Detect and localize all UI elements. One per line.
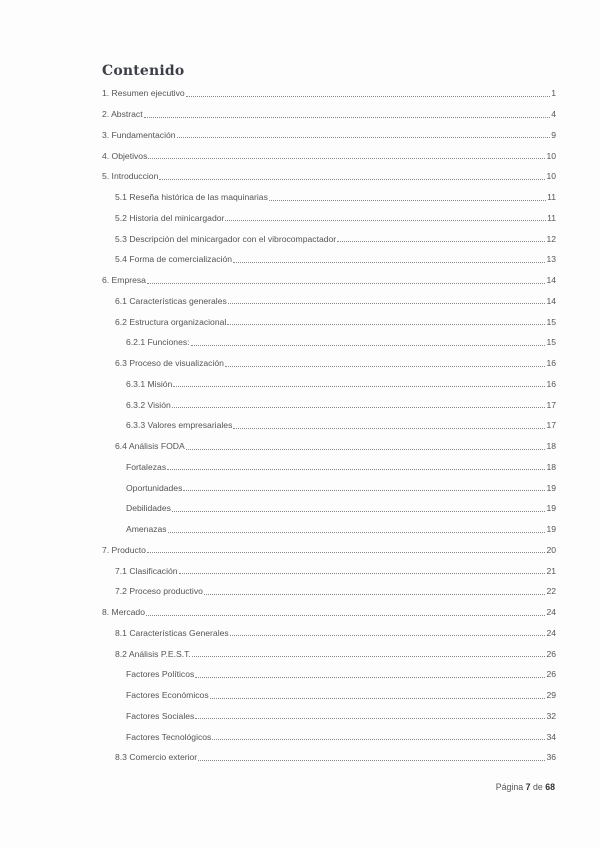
toc-entry-label: 1. Resumen ejecutivo [102,88,185,99]
toc-entry-page: 17 [546,399,556,410]
toc-entry-page: 21 [546,565,556,576]
toc-entry-label: 8. Mercado [102,607,145,618]
toc-entry-label: 6.3.2 Visión [126,399,171,410]
dot-leader [269,200,546,201]
toc-entry-page: 32 [546,710,556,721]
dot-leader [198,760,545,761]
toc-entry-page: 14 [546,295,556,306]
toc-entry-label: Factores Tecnológicos [126,731,212,742]
toc-entry-page: 13 [546,254,556,265]
toc-entry-label: Factores Sociales [126,710,195,721]
toc-entry[interactable] [102,477,556,498]
toc-entry-page: 22 [546,586,556,597]
toc-entry-label: Fortalezas [126,461,167,472]
toc-entry-page: 20 [546,544,556,555]
footer-of: de [532,782,543,792]
toc-entry-label: 8.1 Características Generales [115,627,229,638]
toc-entry[interactable] [102,436,556,457]
toc-entry-page: 12 [546,233,556,244]
toc-entry[interactable] [102,685,556,706]
toc-entry-label: 3. Fundamentación [102,129,176,140]
toc-entry[interactable] [102,581,556,602]
toc-entry[interactable] [102,228,556,249]
toc-entry[interactable] [102,291,556,312]
page-footer [496,782,555,792]
dot-leader [177,137,551,138]
toc-entry-page: 34 [546,731,556,742]
toc-entry[interactable] [102,394,556,415]
toc-entry[interactable] [102,187,556,208]
toc-entry-page: 18 [546,461,556,472]
dot-leader [195,677,545,678]
toc-entry-label: 7.1 Clasificación [115,565,178,576]
toc-entry-label: 7. Producto [102,544,146,555]
toc-entry-page: 16 [546,378,556,389]
toc-entry-label: 2. Abstract [102,109,143,120]
dot-leader [147,552,545,553]
toc-entry-label: 5.4 Forma de comercialización [115,254,233,265]
toc-entry[interactable] [102,332,556,353]
toc-entry[interactable] [102,83,556,104]
dot-leader [225,366,546,367]
toc-entry-label: 8.3 Comercio exterior [115,752,198,763]
toc-entry[interactable] [102,643,556,664]
toc-entry[interactable] [102,623,556,644]
table-of-contents [102,83,556,768]
toc-entry-label: 6.3.3 Valores empresariales [126,420,233,431]
toc-entry[interactable] [102,747,556,768]
toc-entry-page: 36 [546,752,556,763]
toc-entry-label: 6.1 Características generales [115,295,227,306]
dot-leader [183,490,545,491]
toc-entry[interactable] [102,104,556,125]
toc-entry[interactable] [102,374,556,395]
toc-entry-page: 10 [546,150,556,161]
toc-entry[interactable] [102,311,556,332]
toc-entry-label: 6.2 Estructura organizacional [115,316,227,327]
toc-entry-label: 6.2.1 Funciones: [126,337,190,348]
dot-leader [233,262,545,263]
toc-entry[interactable] [102,602,556,623]
dot-leader [186,449,546,450]
dot-leader [337,241,545,242]
toc-entry[interactable] [102,457,556,478]
toc-entry-label: 6.3 Proceso de visualización [115,358,224,369]
footer-prefix: Página [495,782,524,792]
dot-leader [148,158,545,159]
toc-entry-page: 18 [546,441,556,452]
toc-entry-page: 15 [546,337,556,348]
toc-entry-page: 24 [546,627,556,638]
dot-leader [228,303,546,304]
dot-leader [167,469,545,470]
toc-entry-label: 6.4 Análisis FODA [115,441,185,452]
toc-entry-page: 17 [546,420,556,431]
toc-entry-label: 4. Objetivos [102,150,148,161]
toc-entry-page: 10 [546,171,556,182]
dot-leader [159,179,545,180]
toc-entry-page: 15 [546,316,556,327]
toc-entry-page: 11 [547,192,556,203]
toc-entry-page: 4 [551,109,556,120]
dot-leader [172,407,546,408]
toc-entry-page: 19 [546,524,556,535]
toc-entry[interactable] [102,415,556,436]
toc-entry[interactable] [102,208,556,229]
toc-entry[interactable] [102,706,556,727]
toc-entry-page: 19 [546,503,556,514]
dot-leader [192,656,546,657]
toc-entry[interactable] [102,353,556,374]
toc-entry-label: 6.3.1 Misión [126,378,173,389]
toc-entry-label: 6. Empresa [102,275,146,286]
dot-leader [212,739,545,740]
toc-entry-page: 9 [551,129,556,140]
footer-total-pages: 68 [545,782,555,792]
dot-leader [225,220,546,221]
dot-leader [144,117,551,118]
dot-leader [173,386,545,387]
toc-entry-label: Factores Políticos [126,669,195,680]
toc-entry-label: 5.2 Historia del minicargador [115,212,225,223]
toc-entry-page: 11 [547,212,556,223]
toc-entry[interactable] [102,519,556,540]
toc-entry-label: Factores Económicos [126,690,209,701]
dot-leader [204,594,546,595]
toc-entry-label: Oportunidades [126,482,183,493]
dot-leader [227,324,545,325]
toc-entry[interactable] [102,270,556,291]
toc-entry-label: Debilidades [126,503,171,514]
dot-leader [172,511,546,512]
toc-entry-page: 26 [546,669,556,680]
toc-entry-page: 29 [546,690,556,701]
toc-entry-label: 8.2 Análisis P.E.S.T. [115,648,191,659]
toc-entry-label: 5.3 Descripción del minicargador con el vibrocompactador [115,233,337,244]
toc-title: Contenido [102,63,185,79]
toc-entry[interactable] [102,145,556,166]
toc-entry[interactable] [102,498,556,519]
toc-entry-label: 5.1 Reseña histórica de las maquinarias [115,192,268,203]
toc-entry[interactable] [102,125,556,146]
toc-entry-label: 7.2 Proceso productivo [115,586,203,597]
toc-entry-page: 14 [546,275,556,286]
dot-leader [186,96,551,97]
dot-leader [179,573,546,574]
toc-entry-page: 19 [546,482,556,493]
toc-entry[interactable] [102,726,556,747]
dot-leader [195,718,545,719]
dot-leader [191,345,546,346]
toc-entry[interactable] [102,540,556,561]
toc-entry-page: 24 [546,607,556,618]
toc-entry-label: 5. Introduccion [102,171,159,182]
dot-leader [233,428,545,429]
toc-entry[interactable] [102,166,556,187]
dot-leader [210,698,546,699]
toc-entry[interactable] [102,560,556,581]
toc-entry-page: 26 [546,648,556,659]
toc-entry[interactable] [102,664,556,685]
toc-entry-page: 1 [551,88,556,99]
dot-leader [168,532,546,533]
dot-leader [230,635,546,636]
footer-current-page: 7 [525,782,531,792]
toc-entry[interactable] [102,249,556,270]
toc-entry-page: 16 [546,358,556,369]
dot-leader [146,615,545,616]
toc-entry-label: Amenazas [126,524,167,535]
dot-leader [147,283,545,284]
